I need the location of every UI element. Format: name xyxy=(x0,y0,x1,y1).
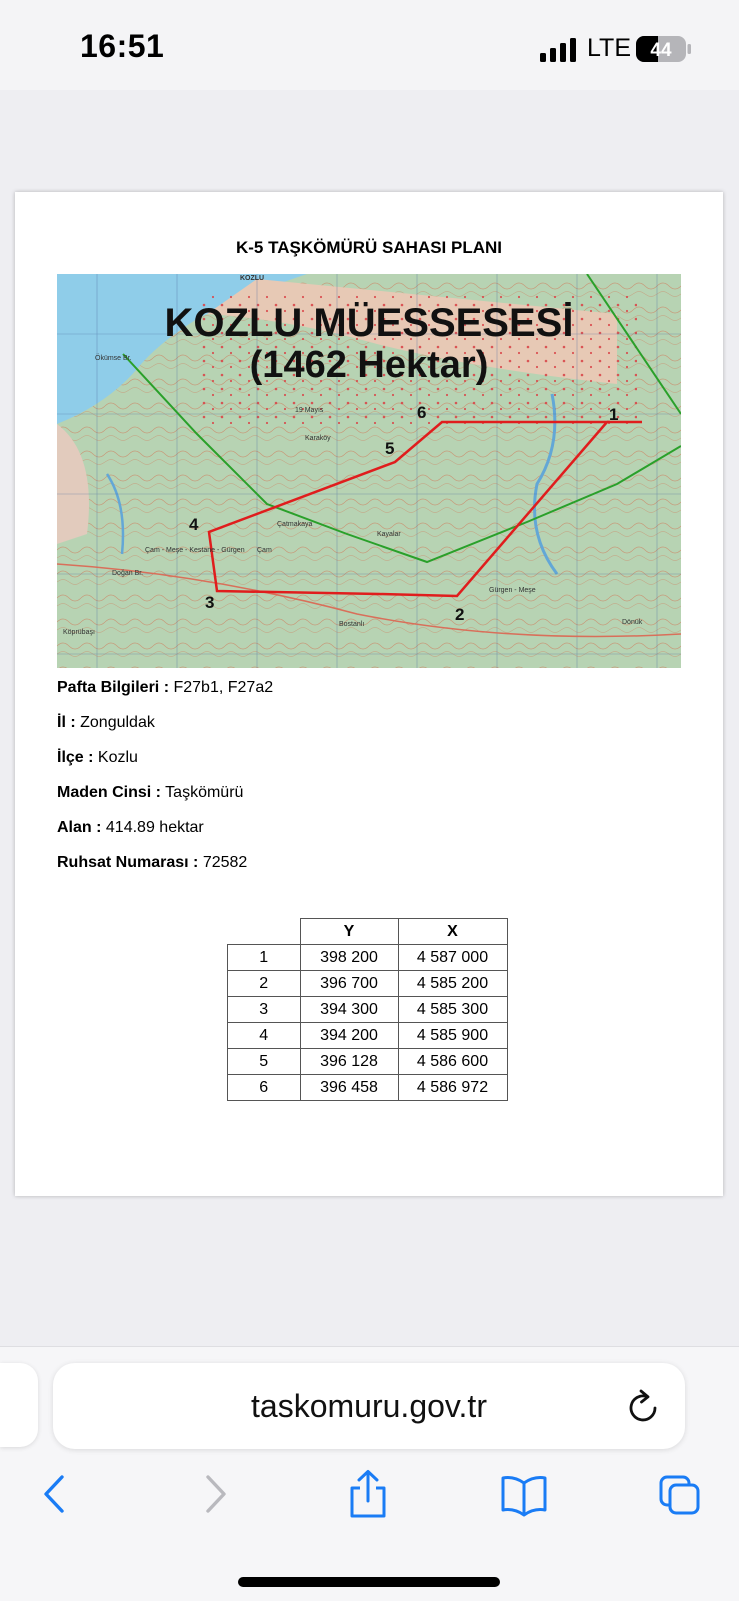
map-title: KOZLU MÜESSESESİ xyxy=(164,301,574,345)
table-cell: 396 700 xyxy=(300,971,398,997)
table-row xyxy=(228,1049,508,1075)
table-cell: 396 458 xyxy=(300,1075,398,1101)
map-label: KOZLU xyxy=(240,275,265,282)
network-label: LTE xyxy=(587,34,631,62)
table-row xyxy=(228,1023,508,1049)
table-cell: 4 585 300 xyxy=(398,997,507,1023)
table-cell: 3 xyxy=(228,997,301,1023)
table-row xyxy=(228,997,508,1023)
map-label: Kayalar xyxy=(377,531,401,538)
map-label: Çam xyxy=(257,547,272,554)
table-header-row xyxy=(228,919,508,945)
info-list xyxy=(57,677,657,887)
corner-4: 4 xyxy=(189,515,199,534)
corner-2: 2 xyxy=(455,605,465,624)
table-cell: 4 586 600 xyxy=(398,1049,507,1075)
map-label: Çam - Meşe - Kestane - Gürgen xyxy=(145,547,245,554)
table-cell: 4 585 200 xyxy=(398,971,507,997)
info-pafta: Pafta Bilgileri : F27b1, F27a2 xyxy=(57,679,274,696)
table-cell: 398 200 xyxy=(300,945,398,971)
tabs-icon[interactable] xyxy=(658,1469,702,1519)
map-label: Ökümse Br. xyxy=(95,355,132,362)
table-row xyxy=(228,971,508,997)
table-cell: 2 xyxy=(228,971,301,997)
table-cell: 4 585 900 xyxy=(398,1023,507,1049)
table-cell: 394 200 xyxy=(300,1023,398,1049)
forward-icon[interactable] xyxy=(192,1469,236,1519)
info-il: İl : Zonguldak xyxy=(57,714,155,731)
document-title: K-5 TAŞKÖMÜRÜ SAHASI PLANI xyxy=(235,238,503,257)
map-label: Dönük xyxy=(622,619,643,626)
info-ruhsat: Ruhsat Numarası : 72582 xyxy=(57,854,248,871)
corner-5: 5 xyxy=(385,439,395,458)
table-row xyxy=(228,1075,508,1101)
topographic-map xyxy=(57,274,681,668)
status-time: 16:51 xyxy=(80,28,165,64)
map-label: Çatmakaya xyxy=(277,521,313,528)
table-cell: 4 587 000 xyxy=(398,945,507,971)
reload-icon[interactable] xyxy=(625,1387,661,1425)
share-icon[interactable] xyxy=(346,1469,390,1519)
table-cell: 1 xyxy=(228,945,301,971)
browser-toolbar xyxy=(0,1346,739,1601)
table-cell: 6 xyxy=(228,1075,301,1101)
map-subtitle: (1462 Hektar) xyxy=(249,344,489,386)
info-maden-cinsi: Maden Cinsi : Taşkömürü xyxy=(57,784,244,801)
map-label: 19 Mayıs xyxy=(295,407,324,414)
signal-icon xyxy=(540,38,580,62)
table-cell: 396 128 xyxy=(300,1049,398,1075)
corner-3: 3 xyxy=(205,593,215,612)
map-label: Bostanlı xyxy=(339,621,365,628)
battery-icon xyxy=(636,36,692,62)
address-bar[interactable] xyxy=(53,1363,685,1449)
table-header-cell: Y xyxy=(300,919,398,945)
back-icon[interactable] xyxy=(34,1469,78,1519)
corner-1: 1 xyxy=(609,405,619,424)
map-label: Karaköy xyxy=(305,435,331,442)
table-cell: 4 586 972 xyxy=(398,1075,507,1101)
book-icon[interactable] xyxy=(500,1469,548,1519)
table-row xyxy=(228,945,508,971)
home-indicator[interactable] xyxy=(238,1577,500,1587)
url-text[interactable]: taskomuru.gov.tr xyxy=(251,1388,487,1424)
table-header-cell: X xyxy=(398,919,507,945)
table-cell: 4 xyxy=(228,1023,301,1049)
coordinates-table xyxy=(227,918,508,1101)
table-cell: 5 xyxy=(228,1049,301,1075)
previous-tab-card[interactable] xyxy=(0,1363,38,1447)
battery-level: 44 xyxy=(650,40,672,61)
table-cell: 394 300 xyxy=(300,997,398,1023)
document-page xyxy=(15,192,723,1196)
map-label: Köprübaşı xyxy=(63,629,95,636)
status-bar xyxy=(0,0,739,90)
corner-6: 6 xyxy=(417,403,427,422)
info-ilce: İlçe : Kozlu xyxy=(57,749,138,766)
table-header-cell xyxy=(228,919,301,945)
info-alan: Alan : 414.89 hektar xyxy=(57,819,204,836)
map-label: Doğan Br. xyxy=(112,570,144,577)
map-label: Gürgen - Meşe xyxy=(489,587,536,594)
